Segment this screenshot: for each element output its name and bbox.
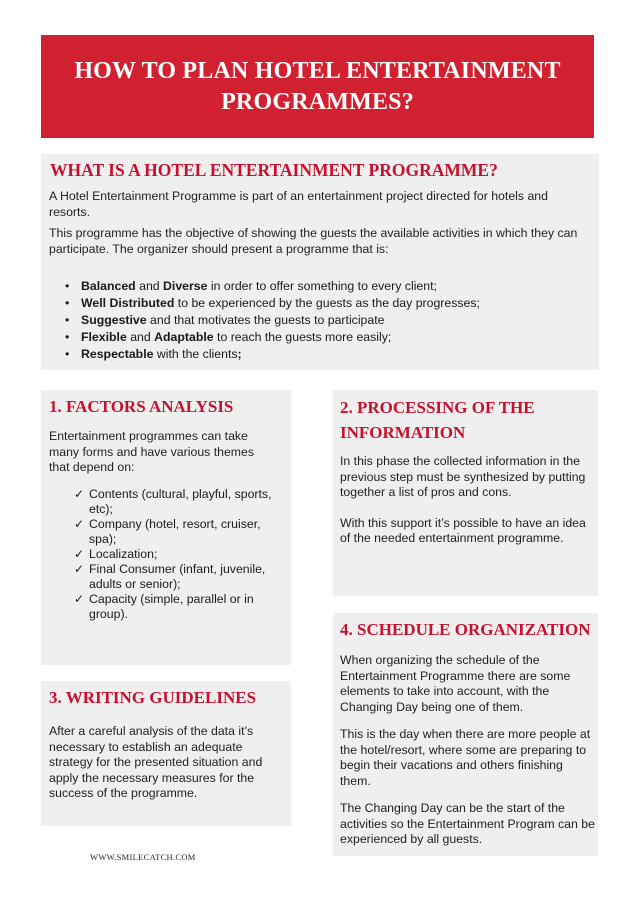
schedule-paragraph-2: This is the day when there are more people at the hotel/resort, where some are preparing to begin their vacations and others finishing them.	[340, 727, 591, 788]
list-item: • Balanced and Diverse in order to offer something to every client;	[49, 278, 589, 295]
processing-panel	[333, 390, 598, 596]
processing-paragraph-1: In this phase the collected information in the previous step must be synthesized by putting together a list of pros and cons.	[340, 454, 586, 499]
processing-paragraph-2: With this support it’s possible to have an idea of the needed entertainment programme.	[340, 515, 586, 545]
checkmark-icon: ✓	[74, 487, 85, 501]
page-title-line1: HOW TO PLAN HOTEL ENTERTAINMENT	[74, 57, 561, 84]
schedule-text	[340, 653, 595, 848]
intro-heading: WHAT IS A HOTEL ENTERTAINMENT PROGRAMME?	[50, 160, 498, 180]
list-item: ✓ Localization;	[74, 547, 158, 561]
writing-text: After a careful analysis of the data it’s necessary to establish an adequate strategy for the presented situation and apply the necessary measures for the success of the programme.	[49, 724, 263, 800]
list-item: ✓ Company (hotel, resort, cruiser, spa);	[74, 517, 261, 546]
list-item: • Suggestive and that motivates the guests to participate	[49, 312, 589, 329]
writing-panel	[41, 681, 291, 826]
checkmark-icon: ✓	[74, 592, 85, 606]
factors-heading: 1. FACTORS ANALYSIS	[49, 397, 234, 416]
processing-heading: 2. PROCESSING OF THE INFORMATION	[340, 398, 535, 442]
factors-panel	[41, 390, 291, 665]
page-title-line2: PROGRAMMES?	[221, 88, 414, 115]
schedule-heading: 4. SCHEDULE ORGANIZATION	[340, 620, 591, 639]
schedule-paragraph-3: The Changing Day can be the start of the activities so the Entertainment Program can be experienced by all guests.	[340, 801, 595, 846]
checkmark-icon: ✓	[74, 547, 85, 561]
intro-bullet-list	[49, 278, 589, 363]
checkmark-icon: ✓	[74, 562, 85, 576]
checkmark-icon: ✓	[74, 517, 85, 531]
list-item: • Well Distributed to be experienced by the guests as the day progresses;	[49, 295, 589, 312]
list-item: ✓ Capacity (simple, parallel or in group).	[74, 592, 254, 621]
intro-paragraph-1: A Hotel Entertainment Programme is part of an entertainment project directed for hotels and resorts.	[49, 189, 548, 219]
list-item: • Respectable with the clients;	[49, 346, 589, 363]
writing-heading: 3. WRITING GUIDELINES	[49, 688, 257, 707]
intro-text	[49, 189, 589, 257]
list-item: ✓ Contents (cultural, playful, sports, etc);	[74, 487, 272, 516]
schedule-paragraph-1: When organizing the schedule of the Entertainment Programme there are some elements to take into account, with the Changing Day being one of them.	[340, 653, 571, 714]
schedule-panel	[333, 613, 598, 856]
intro-panel	[41, 154, 599, 370]
title-banner	[41, 35, 594, 138]
processing-text	[340, 454, 595, 547]
factors-check-list	[49, 487, 289, 622]
list-item: ✓ Final Consumer (infant, juvenile, adults or senior);	[74, 562, 266, 591]
intro-paragraph-2: This programme has the objective of showing the guests the available activities in which they can participate. The organizer should present a programme that is:	[49, 226, 578, 256]
footer-url: WWW.SMILECATCH.COM	[90, 852, 196, 862]
list-item: • Flexible and Adaptable to reach the guests more easily;	[49, 329, 589, 346]
factors-text: Entertainment programmes can take many forms and have various themes that depend on:	[49, 429, 255, 474]
